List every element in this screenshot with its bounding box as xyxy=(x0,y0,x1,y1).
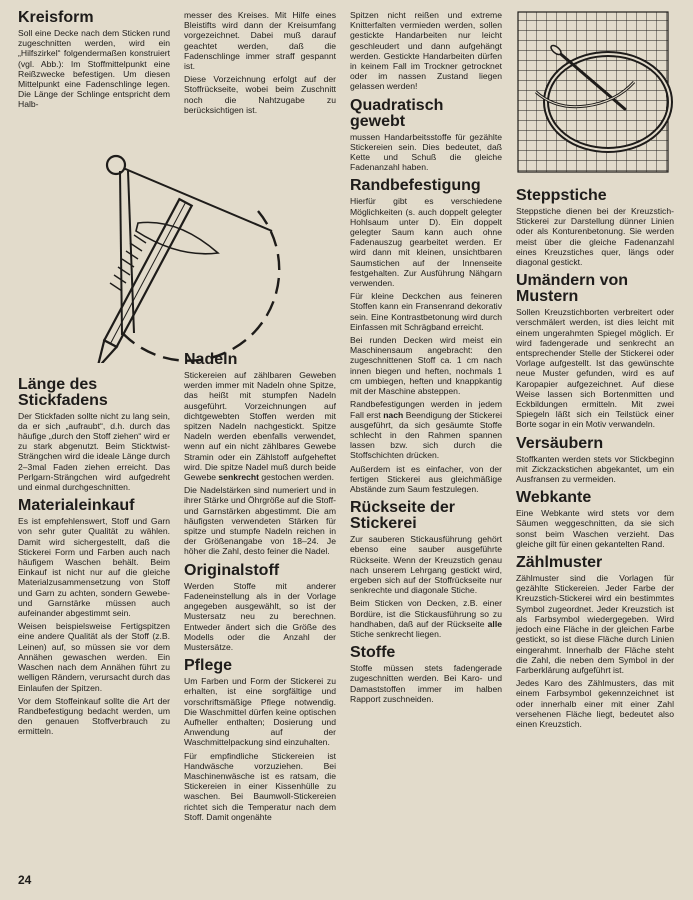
paragraph: Zur sauberen Stickausführung gehört ebenso eine sauber ausgeführte Rückseite. Wenn der Kreuzstich genau nach unserem Lehrgang gestickt wird, ergeben sich auf der Stoffrückseite nur senkrechte und diagonale Stiche. xyxy=(350,534,502,596)
column-3 xyxy=(350,10,502,707)
bold-word: alle xyxy=(487,618,502,629)
paragraph: Steppstiche dienen bei der Kreuzstich-Stickerei zur Darstellung dünner Linien oder als Konturenbetonung. Sie werden meist über die gleiche Fadenanzahl eines Kreuzstiches quer, längs oder diagonal gestickt. xyxy=(516,206,674,268)
paragraph: Diese Vorzeichnung erfolgt auf der Stoffrückseite, wobei beim Zuschnitt noch die Nahtzugabe zu berücksichtigen ist. xyxy=(184,74,336,115)
paragraph: Stoffe müssen stets fadengerade zugeschnitten werden. Bei Karo- und Damaststoffen immer im halben Rapport zuschneiden. xyxy=(350,663,502,704)
paragraph: Der Stickfaden sollte nicht zu lang sein, da er sich „aufraubt“, d.h. durch das häufige „durch den Stoff ziehen“ wird er zu stark abgenutzt. Beim Sticktwist-Strängchen wird die ideale Länge durch 2–3mal Faden ziehen erreicht. Das Perlgarn-Strängchen wird aufgedreht und einmal durchgeschnitten. xyxy=(18,410,170,493)
grid-embroidery-illustration xyxy=(516,10,674,178)
heading-originalstoff: Originalstoff xyxy=(184,561,280,579)
heading-zaehlmuster: Zählmuster xyxy=(516,554,603,572)
heading-webkante: Webkante xyxy=(516,489,592,507)
heading-quadratisch: Quadratisch gewebt xyxy=(350,96,444,130)
paragraph: mussen Handarbeitsstoffe für gezählte Stickereien sein. Dies bedeutet, daß Kette und Schuß die gleiche Fadenanzahl haben. xyxy=(350,131,502,173)
text-span: Randbefestigungen werden in jedem Fall erst xyxy=(350,399,502,420)
heading-steppstiche: Steppstiche xyxy=(516,187,607,204)
heading-umaendern: Umändern von Mustern xyxy=(516,272,629,306)
heading-randbefestigung: Randbefestigung xyxy=(350,177,481,195)
paragraph: Werden Stoffe mit anderer Fadeneinstellung als in der Vorlage angegeben ausgewählt, so ist der Mustersatz neu zu berechnen. Entweder ändert sich die Größe des Modells oder die Anzahl der Mustersätze. xyxy=(184,580,336,652)
paragraph: Bei runden Decken wird meist ein Maschinensaum angebracht: den zugeschnittenen Stoff ca. 1 cm nach innen biegen und heften, nochmals 1 cm umbiegen, heften und knappkantig mit der Maschine absteppen. xyxy=(350,335,502,397)
grid-figure xyxy=(516,10,674,182)
paragraph xyxy=(184,370,336,482)
text-span: Beim Sticken von Decken, z.B. einer Bordüre, ist die Stickausführung so zu handhaben, daß auf der Rückseite xyxy=(350,598,502,629)
page-number: 24 xyxy=(18,873,32,887)
text-span: Stickereien auf zählbaren Geweben werden immer mit Nadeln ohne Spitze, das heißt mit stumpfen Nadeln ausgeführt. Vorzeichnungen auf dichtgewebten Stoffen werden mit spitzen Nadeln nachgestickt. Spitze Nadeln werden ebenfalls verwendet, wenn auf ein nicht zählbares Gewebe Stramin oder ein Zählstoff aufgeheftet wird. Die spitze Nadel muß durch beide Gewebe xyxy=(184,370,336,483)
paragraph: Weisen beispielsweise Fertigspitzen eine andere Qualität als der Stoff (z.B. Leinen) auf, so müssen sie vor dem Annähen gewaschen werden. Ein Waschen nach dem Annähen führt zu welligen Rändern, verursacht durch das Einlaufen der Spitzen. xyxy=(18,621,170,693)
paragraph: Eine Webkante wird stets vor dem Säumen weggeschnitten, da sie sich sonst beim Waschen verzieht. Das gleiche gilt für einen gekantelten Rand. xyxy=(516,508,674,549)
heading-stoffe: Stoffe xyxy=(350,644,396,662)
column-gap xyxy=(184,118,336,346)
bold-word: senkrecht xyxy=(218,472,260,483)
column-2 xyxy=(184,10,336,825)
paragraph: Außerdem ist es einfacher, von der fertigen Stickerei aus gleichmäßige Abstände zum Saum festzulegen. xyxy=(350,463,502,494)
paragraph xyxy=(350,399,502,460)
heading-rueckseite: Rückseite der Stickerei xyxy=(350,499,455,533)
paragraph: messer des Kreises. Mit Hilfe eines Bleistifts wird dann der Kreisumfang vorgezeichnet. Dabei muß darauf geachtet werden, daß die Fadenschlinge immer straff gespannt ist. xyxy=(184,10,336,72)
paragraph: Hierfür gibt es verschiedene Möglichkeiten (s. auch doppelt gelegter Hohlsaum unter D). Ein doppelt gelegter Saum kann auch ohne Fadenauszug gearbeitet werden. Er wird dann mit kleinen, unsichtbaren Saumstichen auf der Innenseite festgehalten. Zur Ausführung Nähgarn verwenden. xyxy=(350,196,502,289)
paragraph: Die Nadelstärken sind numeriert und in ihrer Stärke und Öhrgröße auf die Stoff- und Garnstärken abgestimmt. Die am häufigsten verwendeten Stärken für spitze und stumpfe Nadeln reichen in der Größenangabe von 18–24. Je höher die Zahl, desto feiner die Nadel. xyxy=(184,485,336,557)
text-span: gestochen werden. xyxy=(259,472,335,483)
bold-word: nach xyxy=(383,409,404,420)
paragraph: Spitzen nicht reißen und extreme Knitterfalten vermieden werden, sollen gestickte Handarbeiten nur leicht geschleudert und dann aufgehängt werden. Gestickte Handarbeiten dürfen in keinem Fall im Trockner getrocknet oder im nassen Zustand liegen gelassen werden! xyxy=(350,10,502,92)
paragraph: Stoffkanten werden stets vor Stickbeginn mit Zickzackstichen abgekantet, um ein Ausfransen zu vermeiden. xyxy=(516,453,674,485)
heading-versaeubern: Versäubern xyxy=(516,434,604,452)
heading-materialeinkauf: Materialeinkauf xyxy=(18,497,135,515)
paragraph: Soll eine Decke nach dem Sticken rund zugeschnitten werden, wird ein „Hilfszirkel“ folgendermaßen konstruiert (vgl. Abb.): Im Stoffmittelpunkt eine Reißzwecke befestigen. Um diesen Mittelpunkt eine Fadenschlinge legen. Die Länge der Schlinge entspricht dem Halb- xyxy=(18,28,170,110)
column-4 xyxy=(516,10,674,732)
paragraph: Um Farben und Form der Stickerei zu erhalten, ist eine sorgfältige und vorschriftsmäßige Pflege notwendig. Die Waschmittel dürfen keine optischen Aufheller enthalten; Dosierung und Anwendung auf der Waschmittelpackung sind einzuhalten. xyxy=(184,676,336,748)
paragraph: Jedes Karo des Zählmusters, das mit einem Farbsymbol gekennzeichnet ist oder innerhalb einer mit einer Zahl versehenen Fläche liegt, bedeutet also einen Kreuzstich. xyxy=(516,678,674,729)
text-span: Beendigung der Stickerei ausgeführt, da sich gesäumte Stoffe schlecht in den Rahmen spannen lassen bzw. sich durch die Stoffschichten drücken. xyxy=(350,409,503,461)
paragraph: Sollen Kreuzstichborten verbreitert oder verschmälert werden, ist dies leicht mit einem ungerahmten Spiegel möglich. Er wird fadengerade und senkrecht an entsprechender Stelle der Stickerei oder Vorlage aufgestellt. Ist das gewünschte neue Muster gefunden, wird es auf Karopapier aufgezeichnet. Auf diese Weise lassen sich Bortenmitten und Eckbildungen ermitteln. Mit zwei Spiegeln läßt sich ein Teilstück einer Borte sogar in ein Motiv verwandeln. xyxy=(516,307,674,430)
paragraph: Für empfindliche Stickereien ist Handwäsche vorzuziehen. Bei Maschinenwäsche ist es ratsam, die Stickereien in einer Kissenhülle zu waschen. Bei Baumwoll-Stickereien richtet sich die Temperatur nach dem Stoff. Damit ongenähte xyxy=(184,750,336,822)
paragraph: Für kleine Deckchen aus feineren Stoffen kann ein Fransenrand dekorativ sein. Eine Kontrastbetonung wird durch Einfassen mit Schrägband erreicht. xyxy=(350,291,502,332)
paragraph: Es ist empfehlenswert, Stoff und Garn von sehr guter Qualität zu wählen. Damit wird sichergestellt, daß die Stickerei Form und Farben auch nach häufigem Waschen behält. Beim Einkauf ist nicht nur auf die gleiche Materialzusammensetzung von Stoff und Garn zu achten, sondern Gewebe- und Garnstärke müssen auch aufeinander abgestimmt sein. xyxy=(18,516,170,619)
paragraph: Vor dem Stoffeinkauf sollte die Art der Randbefestigung bedacht werden, um den genauen Stoffverbrauch zu ermitteln. xyxy=(18,695,170,737)
paragraph xyxy=(350,598,502,639)
heading-pflege: Pflege xyxy=(184,657,233,675)
paragraph: Zählmuster sind die Vorlagen für gezählte Stickereien. Jeder Farbe der Kreuzstich-Stickerei wird ein bestimmtes Symbol zugeordnet. Jeder Kreuzstich ist als Farbsymbol wiedergegeben. Wird jedoch eine Fläche in der gleichen Farbe gestickt, so ist diese Fläche durch Linien eingerahmt. Innerhalb der Fläche steht die Zahl, die neben dem Symbol in der Farberklärung aufgeführt ist. xyxy=(516,573,674,675)
heading-laenge: Länge des Stickfadens xyxy=(18,375,108,409)
column-1 xyxy=(18,10,170,740)
heading-kreisform: Kreisform xyxy=(18,9,94,26)
text-span: Stiche senkrecht liegen. xyxy=(350,628,442,639)
heading-nadeln: Nadeln xyxy=(184,351,238,369)
